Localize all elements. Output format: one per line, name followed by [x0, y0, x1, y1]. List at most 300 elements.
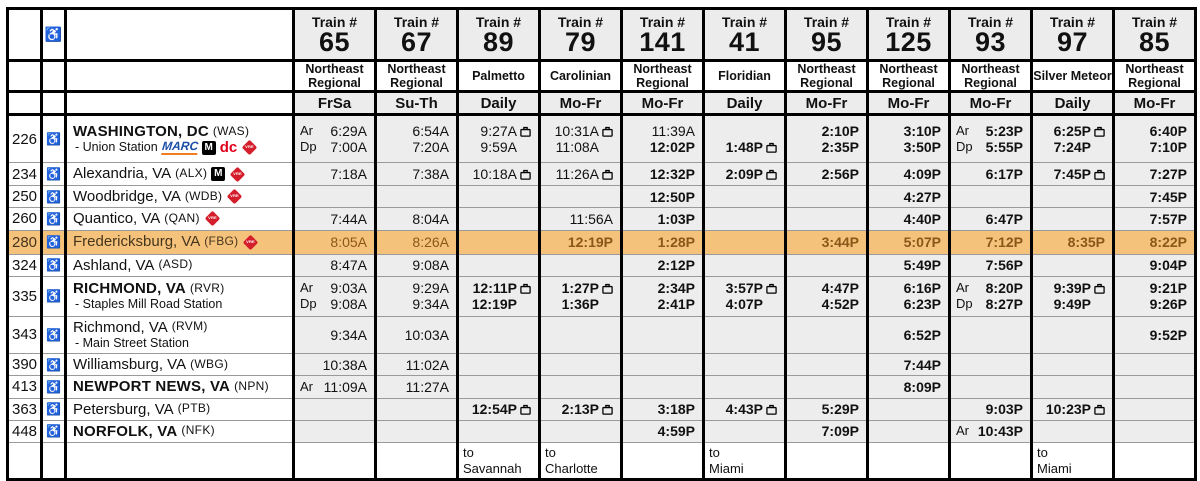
time-cell — [540, 276, 622, 316]
time-value: 12:19P — [567, 234, 613, 250]
arrival-departure-label: Ar — [300, 378, 313, 394]
station-row — [8, 398, 1196, 420]
accessibility-cell — [42, 208, 66, 230]
arrival-departure-label: Ar — [956, 123, 969, 138]
time-cell — [294, 276, 376, 316]
wheelchair-icon: ♿ — [46, 402, 61, 417]
time-cell — [540, 376, 622, 398]
time-cell — [376, 420, 458, 442]
time-value: 7:00A — [330, 139, 367, 155]
time-cell — [868, 254, 950, 276]
arrival-departure-label: Dp — [956, 139, 973, 154]
mile-cell: 335 — [8, 276, 42, 316]
train-number-header: Train # 125 — [868, 9, 950, 61]
time-cell — [950, 208, 1032, 230]
time-cell — [458, 316, 540, 353]
station-cell — [66, 254, 294, 276]
train-name-header: Palmetto — [458, 61, 540, 92]
train-name-header: Northeast Regional — [868, 61, 950, 92]
time-cell — [540, 420, 622, 442]
time-value: 9:03A — [330, 280, 367, 297]
train-days-header: Daily — [458, 92, 540, 115]
time-value: 8:27P — [985, 296, 1023, 313]
time-value: 10:38A — [322, 356, 367, 373]
time-cell — [1032, 354, 1114, 376]
time-cell — [458, 115, 540, 163]
train-days-header: Mo-Fr — [868, 92, 950, 115]
time-value: 7:45P — [1149, 188, 1187, 205]
time-value: 10:18A — [472, 166, 517, 182]
time-value: 9:04P — [1149, 257, 1187, 274]
train-name-header: Carolinian — [540, 61, 622, 92]
time-cell — [704, 115, 786, 163]
time-cell — [704, 163, 786, 186]
baggage-icon — [1094, 126, 1105, 137]
time-cell — [950, 316, 1032, 353]
mile-cell: 413 — [8, 376, 42, 398]
time-cell — [1114, 316, 1196, 353]
blank-cell — [42, 61, 66, 92]
baggage-icon — [520, 404, 531, 415]
station-code: (RVR) — [189, 280, 225, 295]
time-value: 6:23P — [903, 296, 941, 313]
train-name-header: Silver Meteor — [1032, 61, 1114, 92]
mile-cell: 260 — [8, 208, 42, 230]
train-days-header: Mo-Fr — [1114, 92, 1196, 115]
time-cell — [294, 230, 376, 254]
destination-cell: to Miami — [704, 443, 786, 480]
time-cell — [1114, 398, 1196, 420]
time-cell — [1032, 254, 1114, 276]
accessibility-cell — [42, 163, 66, 186]
time-cell — [868, 354, 950, 376]
station-name: Petersburg, VA — [73, 400, 174, 418]
time-value: 9:39P — [1053, 280, 1091, 297]
destination-cell — [1114, 443, 1196, 480]
train-number-header: Train # 41 — [704, 9, 786, 61]
time-value: 3:57P — [725, 280, 763, 297]
station-column-header — [66, 9, 294, 61]
time-value: 9:27A — [480, 123, 517, 139]
station-code: (ALX) — [175, 166, 208, 181]
time-cell — [458, 230, 540, 254]
time-cell — [1114, 376, 1196, 398]
time-cell — [950, 398, 1032, 420]
time-cell — [376, 163, 458, 186]
train-number-header: Train # 89 — [458, 9, 540, 61]
baggage-icon — [766, 404, 777, 415]
blank-cell — [42, 92, 66, 115]
time-value: 4:59P — [657, 423, 695, 440]
time-value: 2:13P — [561, 401, 599, 418]
time-cell — [540, 186, 622, 208]
time-value: 12:11P — [472, 280, 517, 297]
time-cell — [294, 376, 376, 398]
time-cell — [1032, 420, 1114, 442]
time-value: 12:54P — [471, 401, 517, 418]
train-number-header: Train # 93 — [950, 9, 1032, 61]
time-value: 8:09P — [903, 378, 941, 395]
time-cell — [950, 354, 1032, 376]
baggage-icon — [520, 169, 531, 180]
time-value: 6:29A — [330, 123, 367, 139]
vre-logo: VRE — [227, 189, 243, 205]
time-value: 9:21P — [1149, 280, 1187, 297]
time-value: 10:23P — [1045, 401, 1091, 418]
station-row — [8, 276, 1196, 316]
station-name: RICHMOND, VA — [73, 280, 186, 298]
time-value: 5:07P — [903, 234, 941, 250]
time-value: 11:27A — [405, 378, 449, 395]
time-value: 12:32P — [649, 166, 695, 182]
time-cell — [704, 208, 786, 230]
time-cell — [376, 186, 458, 208]
time-value: 12:50P — [649, 188, 695, 205]
time-cell — [458, 163, 540, 186]
destination-name: Miami — [709, 460, 744, 476]
time-cell — [786, 354, 868, 376]
time-value: 2:10P — [821, 123, 859, 139]
time-cell — [950, 163, 1032, 186]
time-value: 1:27P — [561, 280, 599, 297]
dc-logo: dc — [219, 139, 238, 157]
time-cell — [786, 186, 868, 208]
time-cell — [1032, 316, 1114, 353]
time-value: 11:08A — [555, 139, 599, 155]
time-value: 7:38A — [412, 166, 449, 182]
destination-row — [8, 443, 1196, 480]
time-value: 7:20A — [412, 139, 449, 155]
wheelchair-icon: ♿ — [46, 132, 61, 146]
wheelchair-icon: ♿ — [46, 258, 61, 273]
time-value: 5:23P — [985, 123, 1023, 139]
time-cell — [786, 163, 868, 186]
time-cell — [1114, 230, 1196, 254]
time-cell — [786, 208, 868, 230]
time-value: 4:09P — [903, 166, 941, 182]
time-cell — [1114, 208, 1196, 230]
station-name: WASHINGTON, DC — [73, 122, 209, 140]
baggage-icon — [1094, 169, 1105, 180]
blank-cell — [8, 61, 42, 92]
time-value: 7:27P — [1149, 166, 1187, 182]
station-row — [8, 254, 1196, 276]
time-value: 1:03P — [657, 210, 695, 227]
time-value: 9:26P — [1149, 296, 1187, 313]
time-value: 2:56P — [821, 166, 859, 182]
station-code: (WDB) — [184, 188, 223, 203]
time-cell — [786, 230, 868, 254]
destination-cell: to Charlotte — [540, 443, 622, 480]
time-value: 6:25P — [1053, 123, 1091, 139]
time-cell — [1032, 115, 1114, 163]
wheelchair-icon: ♿ — [46, 357, 61, 372]
time-cell — [540, 115, 622, 163]
wheelchair-icon: ♿ — [46, 167, 61, 181]
time-cell — [294, 254, 376, 276]
time-cell — [786, 254, 868, 276]
time-value: 7:10P — [1149, 139, 1187, 155]
time-value: 10:43P — [977, 423, 1023, 440]
accessibility-cell — [42, 254, 66, 276]
time-cell — [458, 254, 540, 276]
station-cell — [66, 354, 294, 376]
time-cell — [950, 376, 1032, 398]
time-value: 7:24P — [1053, 139, 1091, 155]
station-subtitle: - Main Street Station — [75, 336, 189, 350]
accessibility-cell — [42, 398, 66, 420]
station-row — [8, 354, 1196, 376]
time-cell — [950, 115, 1032, 163]
station-cell — [66, 376, 294, 398]
wheelchair-icon: ♿ — [46, 189, 61, 204]
accessibility-column-header — [42, 9, 66, 61]
destination-cell — [868, 443, 950, 480]
time-value: 7:57P — [1149, 210, 1187, 227]
baggage-icon — [766, 283, 777, 294]
arrival-departure-label: Ar — [300, 280, 313, 296]
time-cell — [1114, 420, 1196, 442]
destination-cell — [376, 443, 458, 480]
baggage-icon — [602, 404, 613, 415]
marc-logo: MARC — [161, 139, 199, 154]
mile-column-header — [8, 9, 42, 61]
timetable — [6, 7, 1194, 481]
time-cell — [1114, 163, 1196, 186]
train-name-header: Northeast Regional — [294, 61, 376, 92]
mile-cell: 280 — [8, 230, 42, 254]
time-value: 9:29A — [412, 280, 449, 297]
train-name-header: Northeast Regional — [622, 61, 704, 92]
time-value: 10:31A — [554, 123, 599, 139]
destination-cell: to Miami — [1032, 443, 1114, 480]
train-days-header: Mo-Fr — [622, 92, 704, 115]
time-cell — [376, 276, 458, 316]
time-cell — [294, 316, 376, 353]
time-cell — [1114, 254, 1196, 276]
station-row — [8, 186, 1196, 208]
time-value: 8:05A — [330, 234, 367, 250]
time-cell — [1032, 398, 1114, 420]
station-code: (RVM) — [171, 319, 208, 334]
train-number-header: Train # 141 — [622, 9, 704, 61]
time-value: 1:28P — [657, 234, 695, 250]
time-value: 4:52P — [821, 296, 859, 313]
station-name: Ashland, VA — [73, 256, 155, 274]
train-name-header: Northeast Regional — [1114, 61, 1196, 92]
time-value: 5:29P — [821, 401, 859, 418]
time-cell — [294, 354, 376, 376]
time-cell — [950, 276, 1032, 316]
train-number-header: Train # 97 — [1032, 9, 1114, 61]
time-cell — [540, 254, 622, 276]
mile-cell: 226 — [8, 115, 42, 163]
time-cell — [704, 276, 786, 316]
station-code: (NPN) — [234, 378, 269, 393]
time-cell — [622, 186, 704, 208]
arrival-departure-label: Ar — [300, 123, 313, 138]
time-cell — [622, 354, 704, 376]
time-value: 9:59A — [480, 139, 517, 155]
station-code: (WBG) — [190, 356, 229, 371]
station-code: (NFK) — [181, 423, 215, 438]
baggage-icon — [1094, 404, 1105, 415]
time-value: 7:44A — [330, 210, 367, 227]
time-value: 9:03P — [985, 401, 1023, 418]
blank-cell — [66, 92, 294, 115]
baggage-icon — [766, 169, 777, 180]
mile-cell: 448 — [8, 420, 42, 442]
time-cell — [1114, 276, 1196, 316]
time-cell — [622, 420, 704, 442]
time-cell — [376, 115, 458, 163]
destination-name: Charlotte — [545, 460, 598, 476]
time-value: 8:22P — [1149, 234, 1187, 250]
train-days-header: Mo-Fr — [540, 92, 622, 115]
train-number-header: Train # 79 — [540, 9, 622, 61]
time-value: 5:49P — [903, 257, 941, 274]
time-cell — [704, 254, 786, 276]
time-value: 6:54A — [412, 123, 449, 139]
time-cell — [868, 420, 950, 442]
station-row — [8, 230, 1196, 254]
vre-logo: VRE — [242, 140, 258, 156]
accessibility-cell — [42, 420, 66, 442]
time-cell — [376, 376, 458, 398]
time-cell — [868, 376, 950, 398]
time-value: 8:47A — [330, 257, 367, 274]
train-number-header: Train # 95 — [786, 9, 868, 61]
mile-cell: 363 — [8, 398, 42, 420]
time-cell — [868, 230, 950, 254]
time-cell — [786, 276, 868, 316]
time-cell — [704, 230, 786, 254]
mile-cell: 324 — [8, 254, 42, 276]
time-value: 7:18A — [330, 166, 367, 182]
station-cell — [66, 163, 294, 186]
station-cell — [66, 115, 294, 163]
blank-cell — [66, 443, 294, 480]
metro-logo: M — [211, 167, 225, 181]
time-cell — [294, 186, 376, 208]
train-days-header: Mo-Fr — [950, 92, 1032, 115]
time-cell — [950, 420, 1032, 442]
station-cell — [66, 316, 294, 353]
accessibility-cell — [42, 186, 66, 208]
wheelchair-icon: ♿ — [46, 424, 61, 439]
time-cell — [376, 316, 458, 353]
time-cell — [868, 163, 950, 186]
time-cell — [458, 208, 540, 230]
train-number-header: Train # 67 — [376, 9, 458, 61]
station-name: Woodbridge, VA — [73, 188, 181, 205]
wheelchair-icon: ♿ — [46, 327, 61, 342]
mile-cell: 250 — [8, 186, 42, 208]
time-cell — [622, 398, 704, 420]
destination-cell: to Savannah — [458, 443, 540, 480]
destination-cell — [950, 443, 1032, 480]
time-value: 4:47P — [821, 280, 859, 297]
time-cell — [622, 115, 704, 163]
time-value: 4:40P — [903, 210, 941, 227]
time-value: 8:20P — [985, 280, 1023, 297]
time-cell — [376, 254, 458, 276]
time-cell — [540, 354, 622, 376]
accessibility-cell — [42, 276, 66, 316]
train-days-header: Su-Th — [376, 92, 458, 115]
station-code: (PTB) — [177, 401, 211, 416]
station-row — [8, 163, 1196, 186]
station-row — [8, 115, 1196, 163]
wheelchair-icon: ♿ — [44, 26, 63, 42]
time-cell — [1032, 276, 1114, 316]
time-value: 6:40P — [1149, 123, 1187, 139]
station-code: (ASD) — [158, 257, 193, 272]
time-cell — [294, 420, 376, 442]
time-cell — [622, 230, 704, 254]
station-name: Richmond, VA — [73, 318, 168, 336]
station-row — [8, 208, 1196, 230]
train-days-header: Daily — [704, 92, 786, 115]
time-value: 11:26A — [555, 166, 599, 182]
blank-cell — [42, 443, 66, 480]
wheelchair-icon: ♿ — [46, 235, 61, 249]
time-value: 6:17P — [985, 166, 1023, 182]
blank-cell — [8, 443, 42, 480]
accessibility-cell — [42, 115, 66, 163]
time-cell — [786, 376, 868, 398]
station-code: (WAS) — [212, 123, 250, 138]
baggage-icon — [1094, 283, 1105, 294]
time-cell — [786, 316, 868, 353]
wheelchair-icon: ♿ — [46, 379, 61, 394]
time-value: 2:34P — [657, 280, 695, 297]
arrival-departure-label: Dp — [956, 296, 973, 312]
time-cell — [1114, 186, 1196, 208]
time-cell — [868, 186, 950, 208]
time-cell — [458, 276, 540, 316]
time-cell — [786, 398, 868, 420]
accessibility-cell — [42, 230, 66, 254]
baggage-icon — [602, 283, 613, 294]
train-name-header: Northeast Regional — [376, 61, 458, 92]
time-cell — [622, 276, 704, 316]
time-value: 9:49P — [1053, 296, 1091, 313]
time-value: 1:48P — [725, 139, 763, 155]
destination-name: Savannah — [463, 460, 522, 476]
train-name-header: Northeast Regional — [786, 61, 868, 92]
time-value: 9:52P — [1149, 326, 1187, 343]
time-value: 12:02P — [649, 139, 695, 155]
accessibility-cell — [42, 316, 66, 353]
destination-cell — [786, 443, 868, 480]
time-cell — [704, 420, 786, 442]
time-cell — [1114, 115, 1196, 163]
time-cell — [704, 186, 786, 208]
timetable-table — [6, 7, 1197, 481]
time-cell — [458, 354, 540, 376]
destination-name: Miami — [1037, 460, 1072, 476]
time-cell — [868, 115, 950, 163]
baggage-icon — [520, 283, 531, 294]
time-cell — [704, 398, 786, 420]
time-cell — [540, 398, 622, 420]
time-value: 9:34A — [330, 326, 367, 343]
station-code: (QAN) — [164, 210, 200, 225]
time-value: 3:50P — [903, 139, 941, 155]
metro-logo: M — [202, 141, 216, 155]
time-value: 1:36P — [561, 296, 599, 313]
